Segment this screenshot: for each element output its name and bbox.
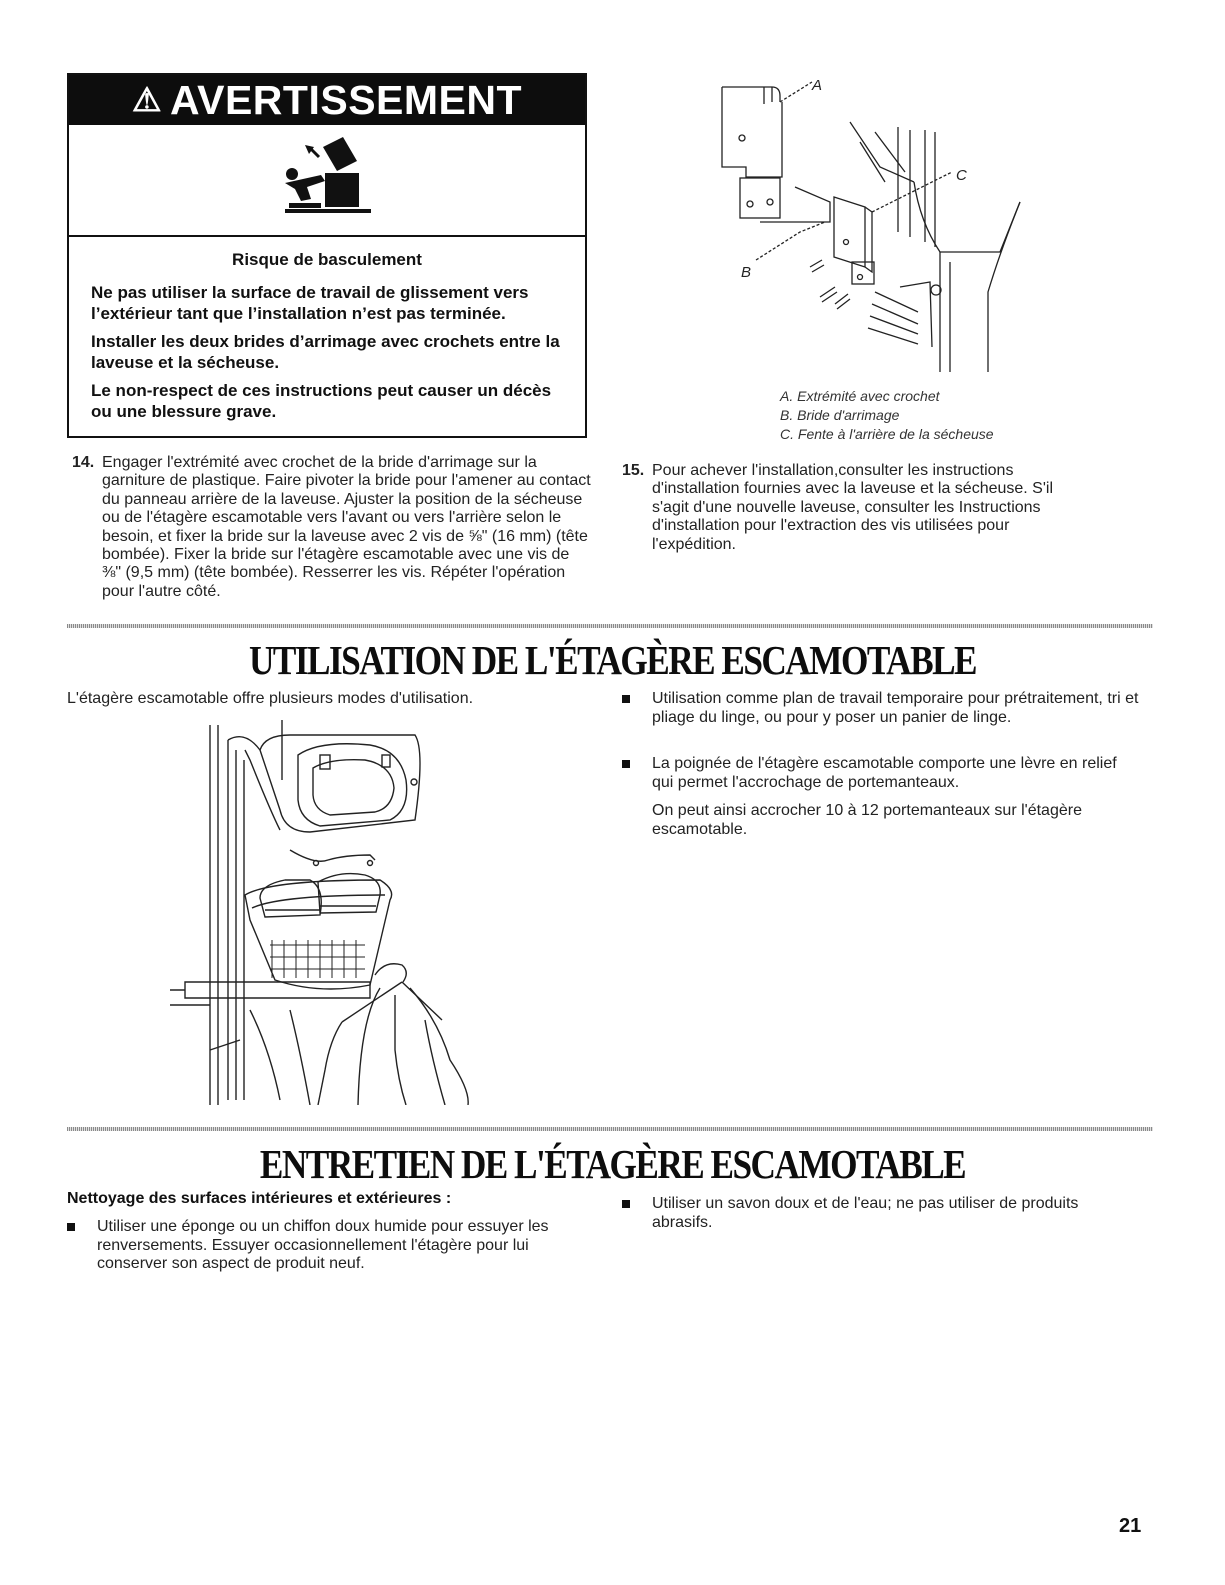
warning-text-line: Le non-respect de ces instructions peut causer un décès ou une blessure grave. (91, 381, 552, 421)
bullet-icon (67, 1223, 75, 1231)
step-number: 15. (622, 462, 645, 479)
section-title: ENTRETIEN DE L'ÉTAGÈRE ESCAMOTABLE (259, 1141, 966, 1187)
bullet-icon (622, 760, 630, 768)
list-item-text: Utiliser une éponge ou un chiffon doux humide pour essuyer les renversements. Essuyer occasionnellement l'étagère pour lui conserver son aspect de produit neuf. (97, 1218, 549, 1272)
section-title: UTILISATION DE L'ÉTAGÈRE ESCAMOTABLE (248, 637, 977, 683)
step-14 (72, 454, 592, 624)
section-intro: L'étagère escamotable offre plusieurs modes d'utilisation. (67, 690, 474, 707)
shelf-with-basket-illustration (170, 720, 490, 1105)
list-item (622, 755, 1142, 793)
list-item-text: Utiliser un savon doux et de l'eau; ne pas utiliser de produits abrasifs. (652, 1195, 1079, 1231)
page-number: 21 (1119, 1515, 1142, 1537)
list-item-text: Utilisation comme plan de travail temporaire pour prétraitement, tri et pliage du linge, ou pour y poser un panier de linge. (652, 690, 1139, 726)
callout-b: B (741, 264, 752, 281)
warning-header-label: AVERTISSEMENT (170, 76, 523, 123)
list-item (622, 690, 1142, 746)
section-divider (67, 624, 1153, 628)
figure-caption-a: A. Extrémité avec crochet (780, 388, 940, 404)
list-item-text: La poignée de l'étagère escamotable comporte une lèvre en relief qui permet l'accrochage de portemanteaux. (652, 755, 1117, 791)
warning-triangle-icon: ⚠ (131, 80, 163, 118)
warning-header (69, 75, 585, 125)
section-subheading: Nettoyage des surfaces intérieures et extérieures : (67, 1190, 452, 1207)
list-item (622, 1195, 1142, 1235)
figure-caption-b: B. Bride d'arrimage (780, 407, 900, 423)
list-item (67, 1218, 592, 1276)
step-text: Pour achever l'installation,consulter les instructions d'installation fournies avec la laveuse et la sécheuse. S'il s'agit d'une nouvelle laveuse, consulter les Instructions d'installation pour l'extraction des vis utilisées pour l'expédition. (652, 462, 1054, 553)
warning-text-line: Installer les deux brides d’arrimage avec crochets entre la laveuse et la sécheuse. (91, 332, 560, 372)
bullet-icon (622, 695, 630, 703)
section-note: On peut ainsi accrocher 10 à 12 portemanteaux sur l'étagère escamotable. (652, 802, 1082, 838)
warning-pictogram-area (69, 125, 585, 237)
bullet-icon (622, 1200, 630, 1208)
warning-box (67, 73, 587, 438)
figure-caption-c: C. Fente à l'arrière de la sécheuse (780, 426, 994, 442)
warning-text-line: Ne pas utiliser la surface de travail de glissement vers l’extérieur tant que l’installation n’est pas terminée. (91, 283, 529, 323)
tip-over-hazard-icon (281, 135, 376, 227)
section-divider (67, 1127, 1153, 1131)
tie-bracket-illustration (700, 72, 1060, 382)
warning-subtitle: Risque de basculement (232, 250, 422, 269)
callout-a: A (812, 77, 823, 94)
step-15 (622, 462, 1062, 562)
callout-c: C (956, 167, 967, 184)
step-number: 14. (72, 454, 95, 471)
step-text: Engager l'extrémité avec crochet de la bride d'arrimage sur la garniture de plastique. Faire pivoter la bride pour l'amener au contact du panneau arrière de la laveuse. Ajuster la position de la sécheuse ou de l'étagère escamotable vers l'avant ou vers l'arrière selon le besoin, et fixer la bride sur la laveuse avec 2 vis de ⅝" (16 mm) (tête bombée). Fixer la bride sur l'étagère escamotable avec une vis de ⅜" (9,5 mm) (tête bombée). Resserrer les vis. Répéter l'opération pour l'autre côté. (102, 454, 591, 600)
